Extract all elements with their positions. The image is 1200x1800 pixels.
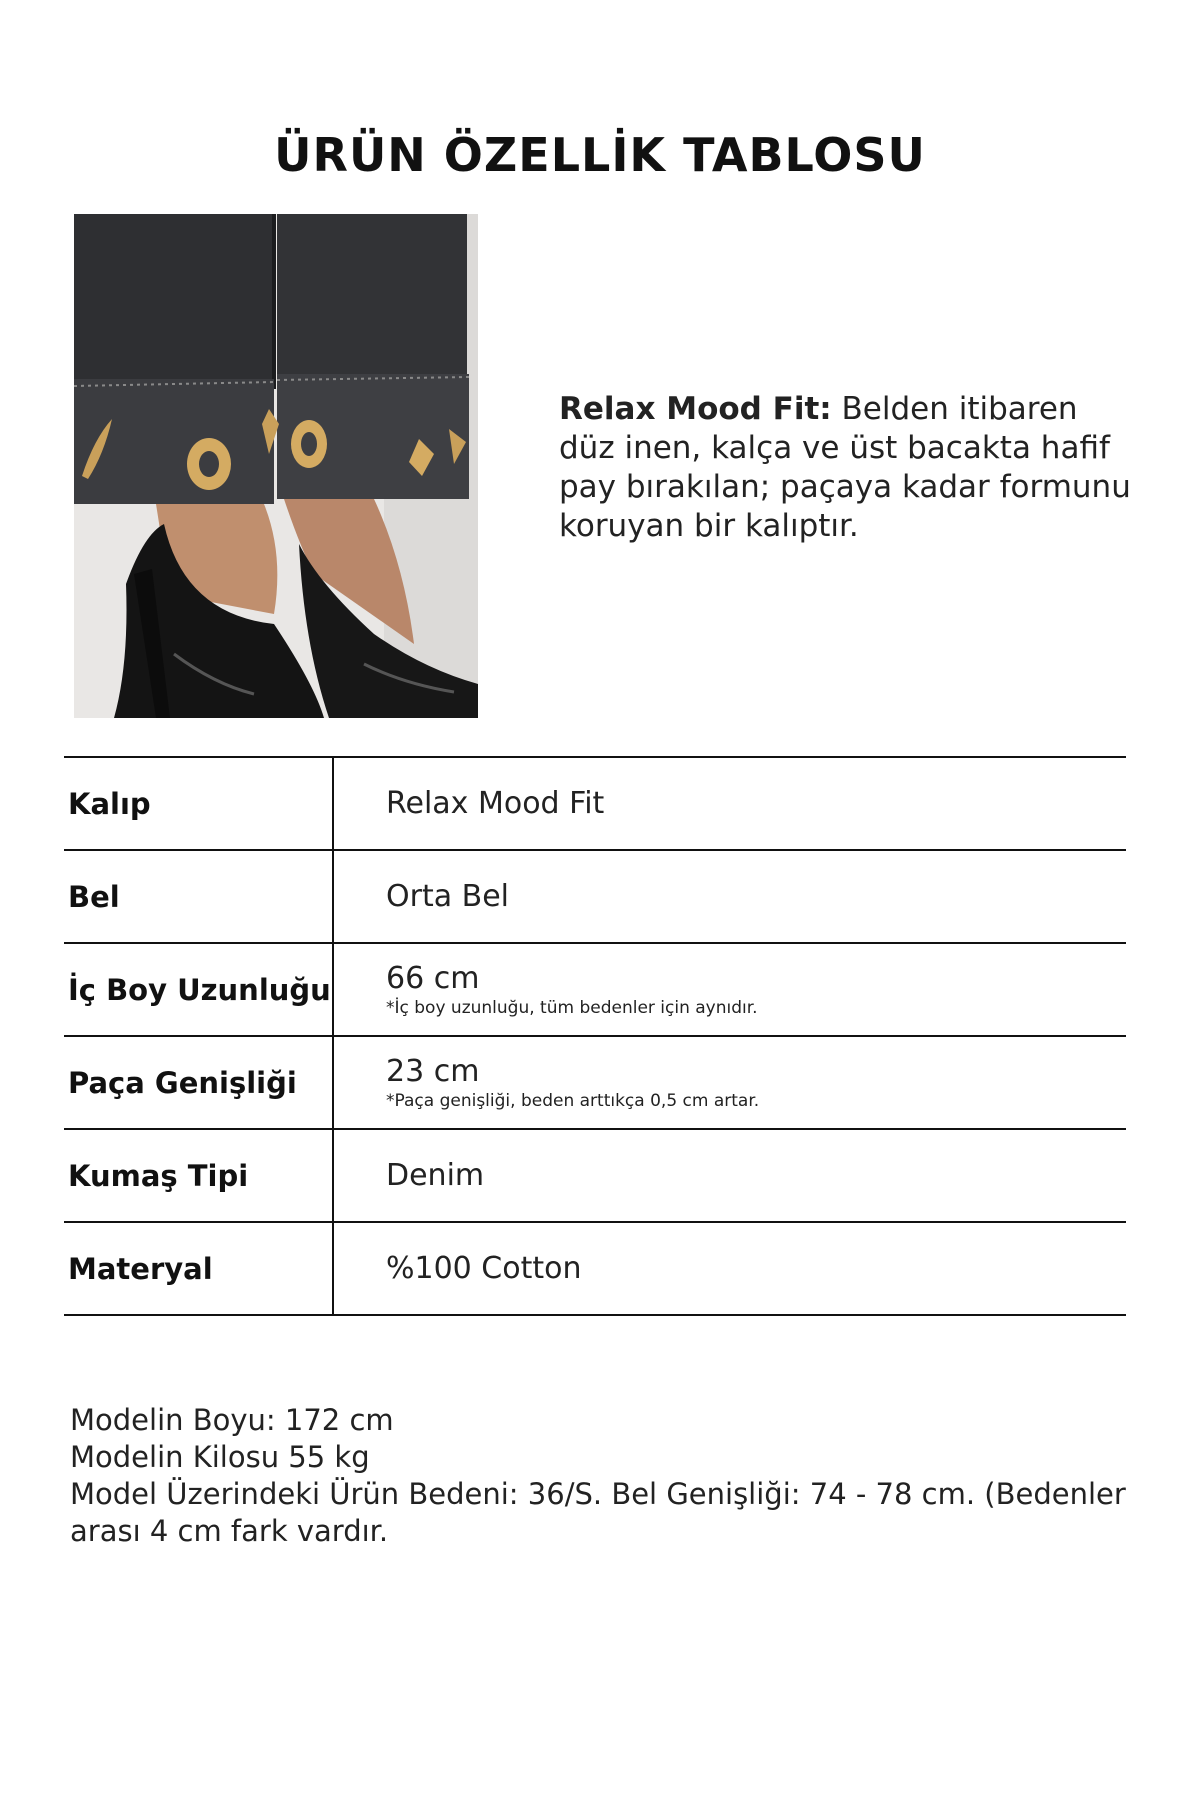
spec-row-paca xyxy=(64,1035,1126,1128)
model-height: Modelin Boyu: 172 cm xyxy=(70,1403,394,1437)
fit-description-lead: Relax Mood Fit: xyxy=(559,391,832,427)
fit-description-text: Belden itibaren düz inen, kalça ve üst bacakta hafif pay bırakılan; paçaya kadar formunu koruyan bir kalıptır. xyxy=(559,391,1131,544)
spec-value-cell xyxy=(386,1223,1126,1314)
spec-label: Kumaş Tipi xyxy=(68,1158,249,1193)
spec-row-kumas xyxy=(64,1128,1126,1221)
table-divider xyxy=(332,1223,334,1314)
spec-value: 66 cm xyxy=(386,961,480,996)
spec-row-kalip xyxy=(64,756,1126,849)
spec-row-ic-boy xyxy=(64,942,1126,1035)
page-title: ÜRÜN ÖZELLİK TABLOSU xyxy=(274,128,926,182)
spec-value-cell xyxy=(386,944,1126,1035)
table-divider xyxy=(332,758,334,849)
spec-value-cell xyxy=(386,1130,1126,1221)
spec-label: Bel xyxy=(68,879,120,914)
spec-value-cell xyxy=(386,1037,1126,1128)
fit-description xyxy=(559,390,1139,546)
spec-row-bel xyxy=(64,849,1126,942)
spec-note: *Paça genişliği, beden arttıkça 0,5 cm artar. xyxy=(386,1091,760,1111)
model-size: Model Üzerindeki Ürün Bedeni: 36/S. Bel Genişliği: 74 - 78 cm. (Bedenler arası 4 cm fark vardır. xyxy=(70,1477,1126,1548)
table-divider xyxy=(332,1037,334,1128)
model-info xyxy=(70,1402,1130,1550)
spec-value: %100 Cotton xyxy=(386,1251,582,1286)
spec-value: Relax Mood Fit xyxy=(386,786,605,821)
spec-value-cell xyxy=(386,758,1126,849)
spec-value: 23 cm xyxy=(386,1054,480,1089)
spec-row-materyal xyxy=(64,1221,1126,1316)
product-photo xyxy=(74,214,478,718)
spec-table xyxy=(64,756,1126,1316)
spec-label: İç Boy Uzunluğu xyxy=(68,972,331,1007)
spec-value: Orta Bel xyxy=(386,879,510,914)
spec-label: Materyal xyxy=(68,1251,213,1286)
spec-label: Kalıp xyxy=(68,786,151,821)
table-divider xyxy=(332,851,334,942)
spec-note: *İç boy uzunluğu, tüm bedenler için aynıdır. xyxy=(386,998,758,1018)
spec-value-cell xyxy=(386,851,1126,942)
spec-label: Paça Genişliği xyxy=(68,1065,297,1100)
table-divider xyxy=(332,944,334,1035)
spec-value: Denim xyxy=(386,1158,485,1193)
table-divider xyxy=(332,1130,334,1221)
model-weight: Modelin Kilosu 55 kg xyxy=(70,1440,370,1474)
